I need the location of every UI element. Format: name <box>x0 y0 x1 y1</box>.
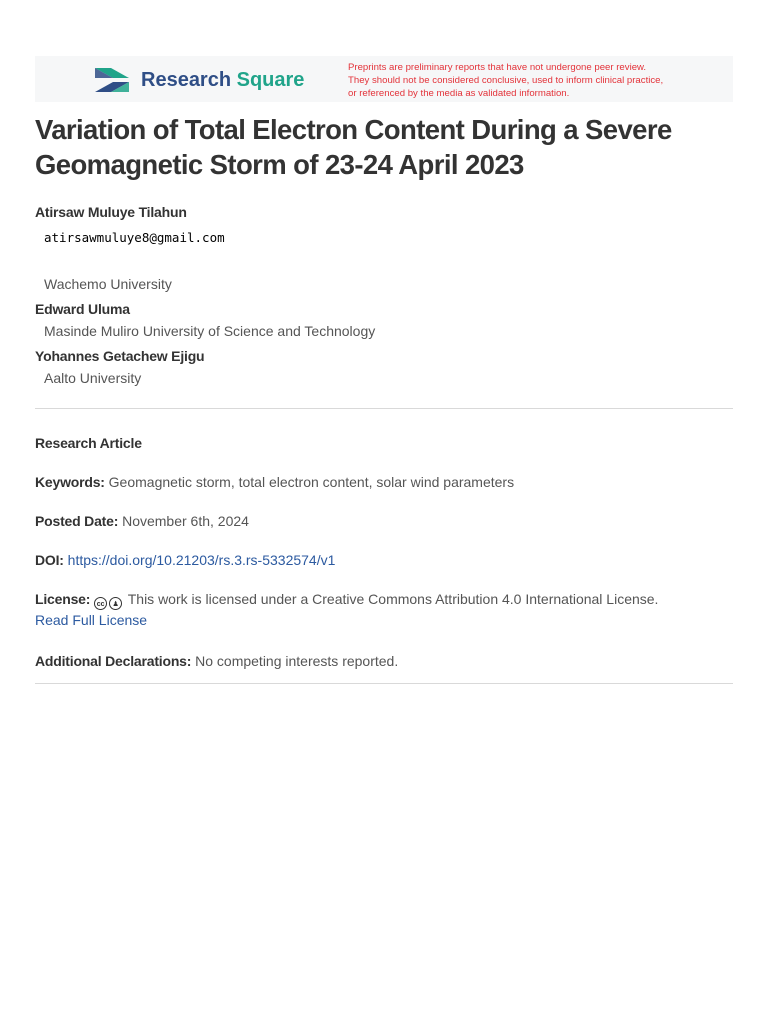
posted-date-value: November 6th, 2024 <box>122 513 249 529</box>
research-square-logo[interactable] <box>93 65 304 95</box>
by-icon: ♟ <box>109 597 122 610</box>
declarations-label: Additional Declarations: <box>35 653 192 669</box>
doi-link[interactable]: https://doi.org/10.21203/rs.3.rs-5332574/v1 <box>67 552 336 568</box>
author-affiliation: Aalto University <box>44 370 142 386</box>
declarations-row <box>35 651 735 671</box>
author-name: Atirsaw Muluye Tilahun <box>35 204 187 220</box>
disclaimer-line: They should not be considered conclusive, used to inform clinical practice, <box>348 75 664 86</box>
author-affiliation: Wachemo University <box>44 276 172 292</box>
author-email[interactable]: atirsawmuluye8@gmail.com <box>44 230 225 245</box>
doi-label: DOI: <box>35 552 64 568</box>
logo-wordmark: Research Square <box>141 69 305 91</box>
keywords-row <box>35 472 735 492</box>
cc-icon: cc <box>94 597 107 610</box>
license-label: License: <box>35 591 91 607</box>
author-name: Yohannes Getachew Ejigu <box>35 348 205 364</box>
title-line: Variation of Total Electron Content During a Severe <box>35 114 672 145</box>
keywords-label: Keywords: <box>35 474 105 490</box>
research-square-logo-icon <box>93 65 131 95</box>
article-title <box>35 112 735 182</box>
posted-date-row <box>35 511 735 531</box>
preprint-disclaimer <box>348 61 708 100</box>
doi-row <box>35 550 735 570</box>
author-name: Edward Uluma <box>35 301 130 317</box>
section-divider <box>35 408 733 409</box>
author-list <box>35 203 735 387</box>
author-affiliation: Masinde Muliro University of Science and Technology <box>44 323 376 339</box>
license-text: This work is licensed under a Creative Commons Attribution 4.0 International License. <box>127 591 659 607</box>
article-type: Research Article <box>35 435 142 451</box>
keywords-value: Geomagnetic storm, total electron content, solar wind parameters <box>108 474 515 490</box>
read-full-license-link[interactable]: Read Full License <box>35 612 148 628</box>
license-row <box>35 589 735 630</box>
disclaimer-line: Preprints are preliminary reports that have not undergone peer review. <box>348 62 647 73</box>
disclaimer-line: or referenced by the media as validated information. <box>348 88 570 99</box>
declarations-value: No competing interests reported. <box>195 653 399 669</box>
posted-date-label: Posted Date: <box>35 513 119 529</box>
section-divider <box>35 683 733 684</box>
title-line: Geomagnetic Storm of 23-24 April 2023 <box>35 149 524 180</box>
